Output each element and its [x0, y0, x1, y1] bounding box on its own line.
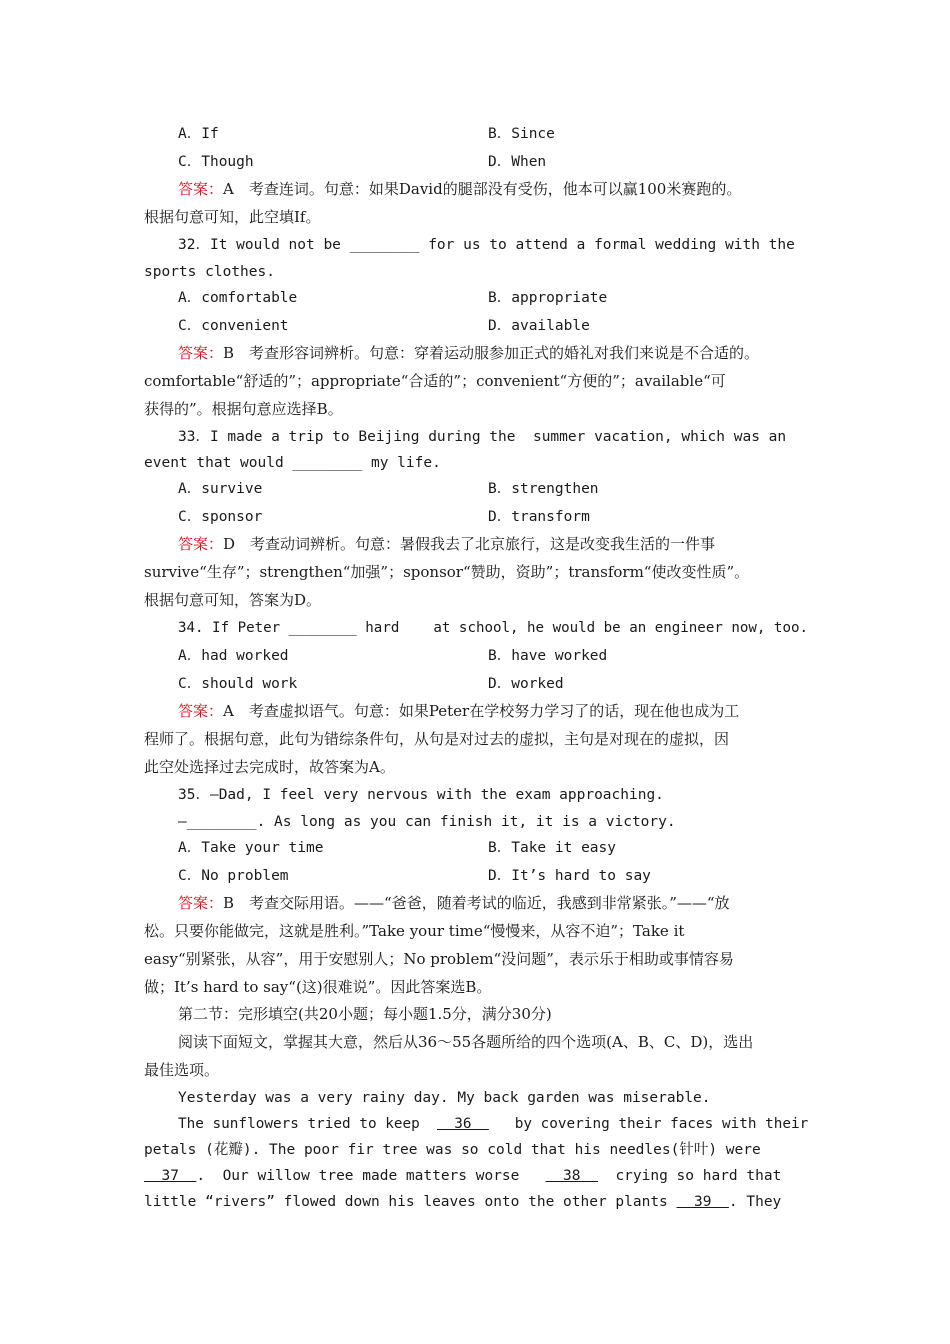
answer-label: 答案：: [178, 535, 224, 553]
q35-answer-line-4: 做；It’s hard to say“(这)很难说”。因此答案选B。: [144, 978, 492, 996]
blank-38: 38: [545, 1168, 598, 1184]
q32-answer-line-2: comfortable“舒适的”；appropriate“合适的”；convenient“方便的”；available“可: [144, 372, 726, 390]
q33-option-a: A．survive: [178, 481, 263, 497]
q32-option-a: A．comfortable: [178, 290, 298, 306]
q34-option-c: C．should work: [178, 676, 298, 692]
q34-option-b: B．have worked: [488, 648, 608, 664]
q32-option-b: B．appropriate: [488, 290, 608, 306]
blank-39: 39: [676, 1194, 729, 1210]
answer-label: 答案：: [178, 180, 224, 198]
q34-option-a: A．had worked: [178, 648, 289, 664]
answer-label: 答案：: [178, 894, 224, 912]
passage-line-3: petals (花瓣). The poor fir tree was so cold that his needles(针叶) were: [144, 1142, 761, 1158]
section-instructions-line-2: 最佳选项。: [144, 1061, 220, 1079]
q35-answer-line-1: 答案：B 考查交际用语。——“爸爸，随着考试的临近，我感到非常紧张。”——“放: [178, 894, 730, 912]
q32-answer-line-3: 获得的”。根据句意应选择B。: [144, 400, 343, 418]
q33-answer-line-2: survive“生存”；strengthen“加强”；sponsor“赞助，资助”；transform“使改变性质”。: [144, 563, 750, 581]
q33-option-b: B．strengthen: [488, 481, 599, 497]
q34-answer-line-1: 答案：A 考查虚拟语气。句意：如果Peter在学校努力学习了的话，现在他也成为工: [178, 702, 740, 720]
q35-option-b: B．Take it easy: [488, 840, 616, 856]
q35-answer-line-3: easy“别紧张，从容”，用于安慰别人；No problem“没问题”，表示乐于相助或事情容易: [144, 950, 734, 968]
q34-answer-line-3: 此空处选择过去完成时，故答案为A。: [144, 758, 395, 776]
passage-line-4: 37 . Our willow tree made matters worse 38 crying so hard that: [144, 1168, 782, 1184]
q33-stem-line-2: event that would ________ my life.: [144, 455, 441, 471]
q35-option-d: D．It’s hard to say: [488, 868, 651, 884]
answer-label: 答案：: [178, 344, 224, 362]
q32-stem-line-1: 32．It would not be ________ for us to attend a formal wedding with the: [178, 237, 795, 253]
answer-label: 答案：: [178, 702, 224, 720]
blank-36: 36: [437, 1116, 489, 1132]
passage-line-2: The sunflowers tried to keep 36 by covering their faces with their: [178, 1116, 809, 1132]
passage-line-5: little “rivers” flowed down his leaves onto the other plants 39 . They: [144, 1194, 782, 1210]
q32-option-d: D．available: [488, 318, 590, 334]
q35-stem-line-1: 35．—Dad, I feel very nervous with the exam approaching.: [178, 787, 664, 803]
q33-stem-line-1: 33．I made a trip to Beijing during the summer vacation, which was an: [178, 429, 787, 445]
q33-option-c: C．sponsor: [178, 509, 263, 525]
q31-option-b: B．Since: [488, 126, 555, 142]
q32-option-c: C．convenient: [178, 318, 289, 334]
passage-line-1: Yesterday was a very rainy day. My back garden was miserable.: [178, 1090, 711, 1106]
section-instructions-line-1: 阅读下面短文，掌握其大意，然后从36～55各题所给的四个选项(A、B、C、D)，选出: [178, 1033, 754, 1051]
q35-option-a: A．Take your time: [178, 840, 324, 856]
q34-stem-line-1: 34. If Peter ________ hard at school, he would be an engineer now, too.: [178, 620, 808, 636]
q35-option-c: C．No problem: [178, 868, 289, 884]
q33-option-d: D．transform: [488, 509, 590, 525]
q34-option-d: D．worked: [488, 676, 564, 692]
blank-37: 37: [144, 1168, 197, 1184]
q34-answer-line-2: 程师了。根据句意，此句为错综条件句，从句是对过去的虚拟，主句是对现在的虚拟，因: [144, 730, 730, 748]
q35-stem-line-2: —________. As long as you can finish it, it is a victory.: [178, 814, 676, 830]
q33-answer-line-3: 根据句意可知，答案为D。: [144, 591, 322, 609]
section-heading: 第二节：完形填空(共20小题；每小题1.5分，满分30分): [178, 1005, 552, 1023]
q31-answer-line-2: 根据句意可知，此空填If。: [144, 208, 321, 226]
q35-answer-line-2: 松。只要你能做完，这就是胜利。”Take your time“慢慢来，从容不迫”；Take it: [144, 922, 685, 940]
q31-option-c: C．Though: [178, 154, 254, 170]
q31-option-d: D．When: [488, 154, 547, 170]
q32-answer-line-1: 答案：B 考查形容词辨析。句意：穿着运动服参加正式的婚礼对我们来说是不合适的。: [178, 344, 760, 362]
q32-stem-line-2: sports clothes.: [144, 264, 275, 280]
q31-answer-line-1: 答案：A 考查连词。句意：如果David的腿部没有受伤，他本可以赢100米赛跑的。: [178, 180, 742, 198]
q33-answer-line-1: 答案：D 考查动词辨析。句意：暑假我去了北京旅行，这是改变我生活的一件事: [178, 535, 716, 553]
q31-option-a: A．If: [178, 126, 219, 142]
